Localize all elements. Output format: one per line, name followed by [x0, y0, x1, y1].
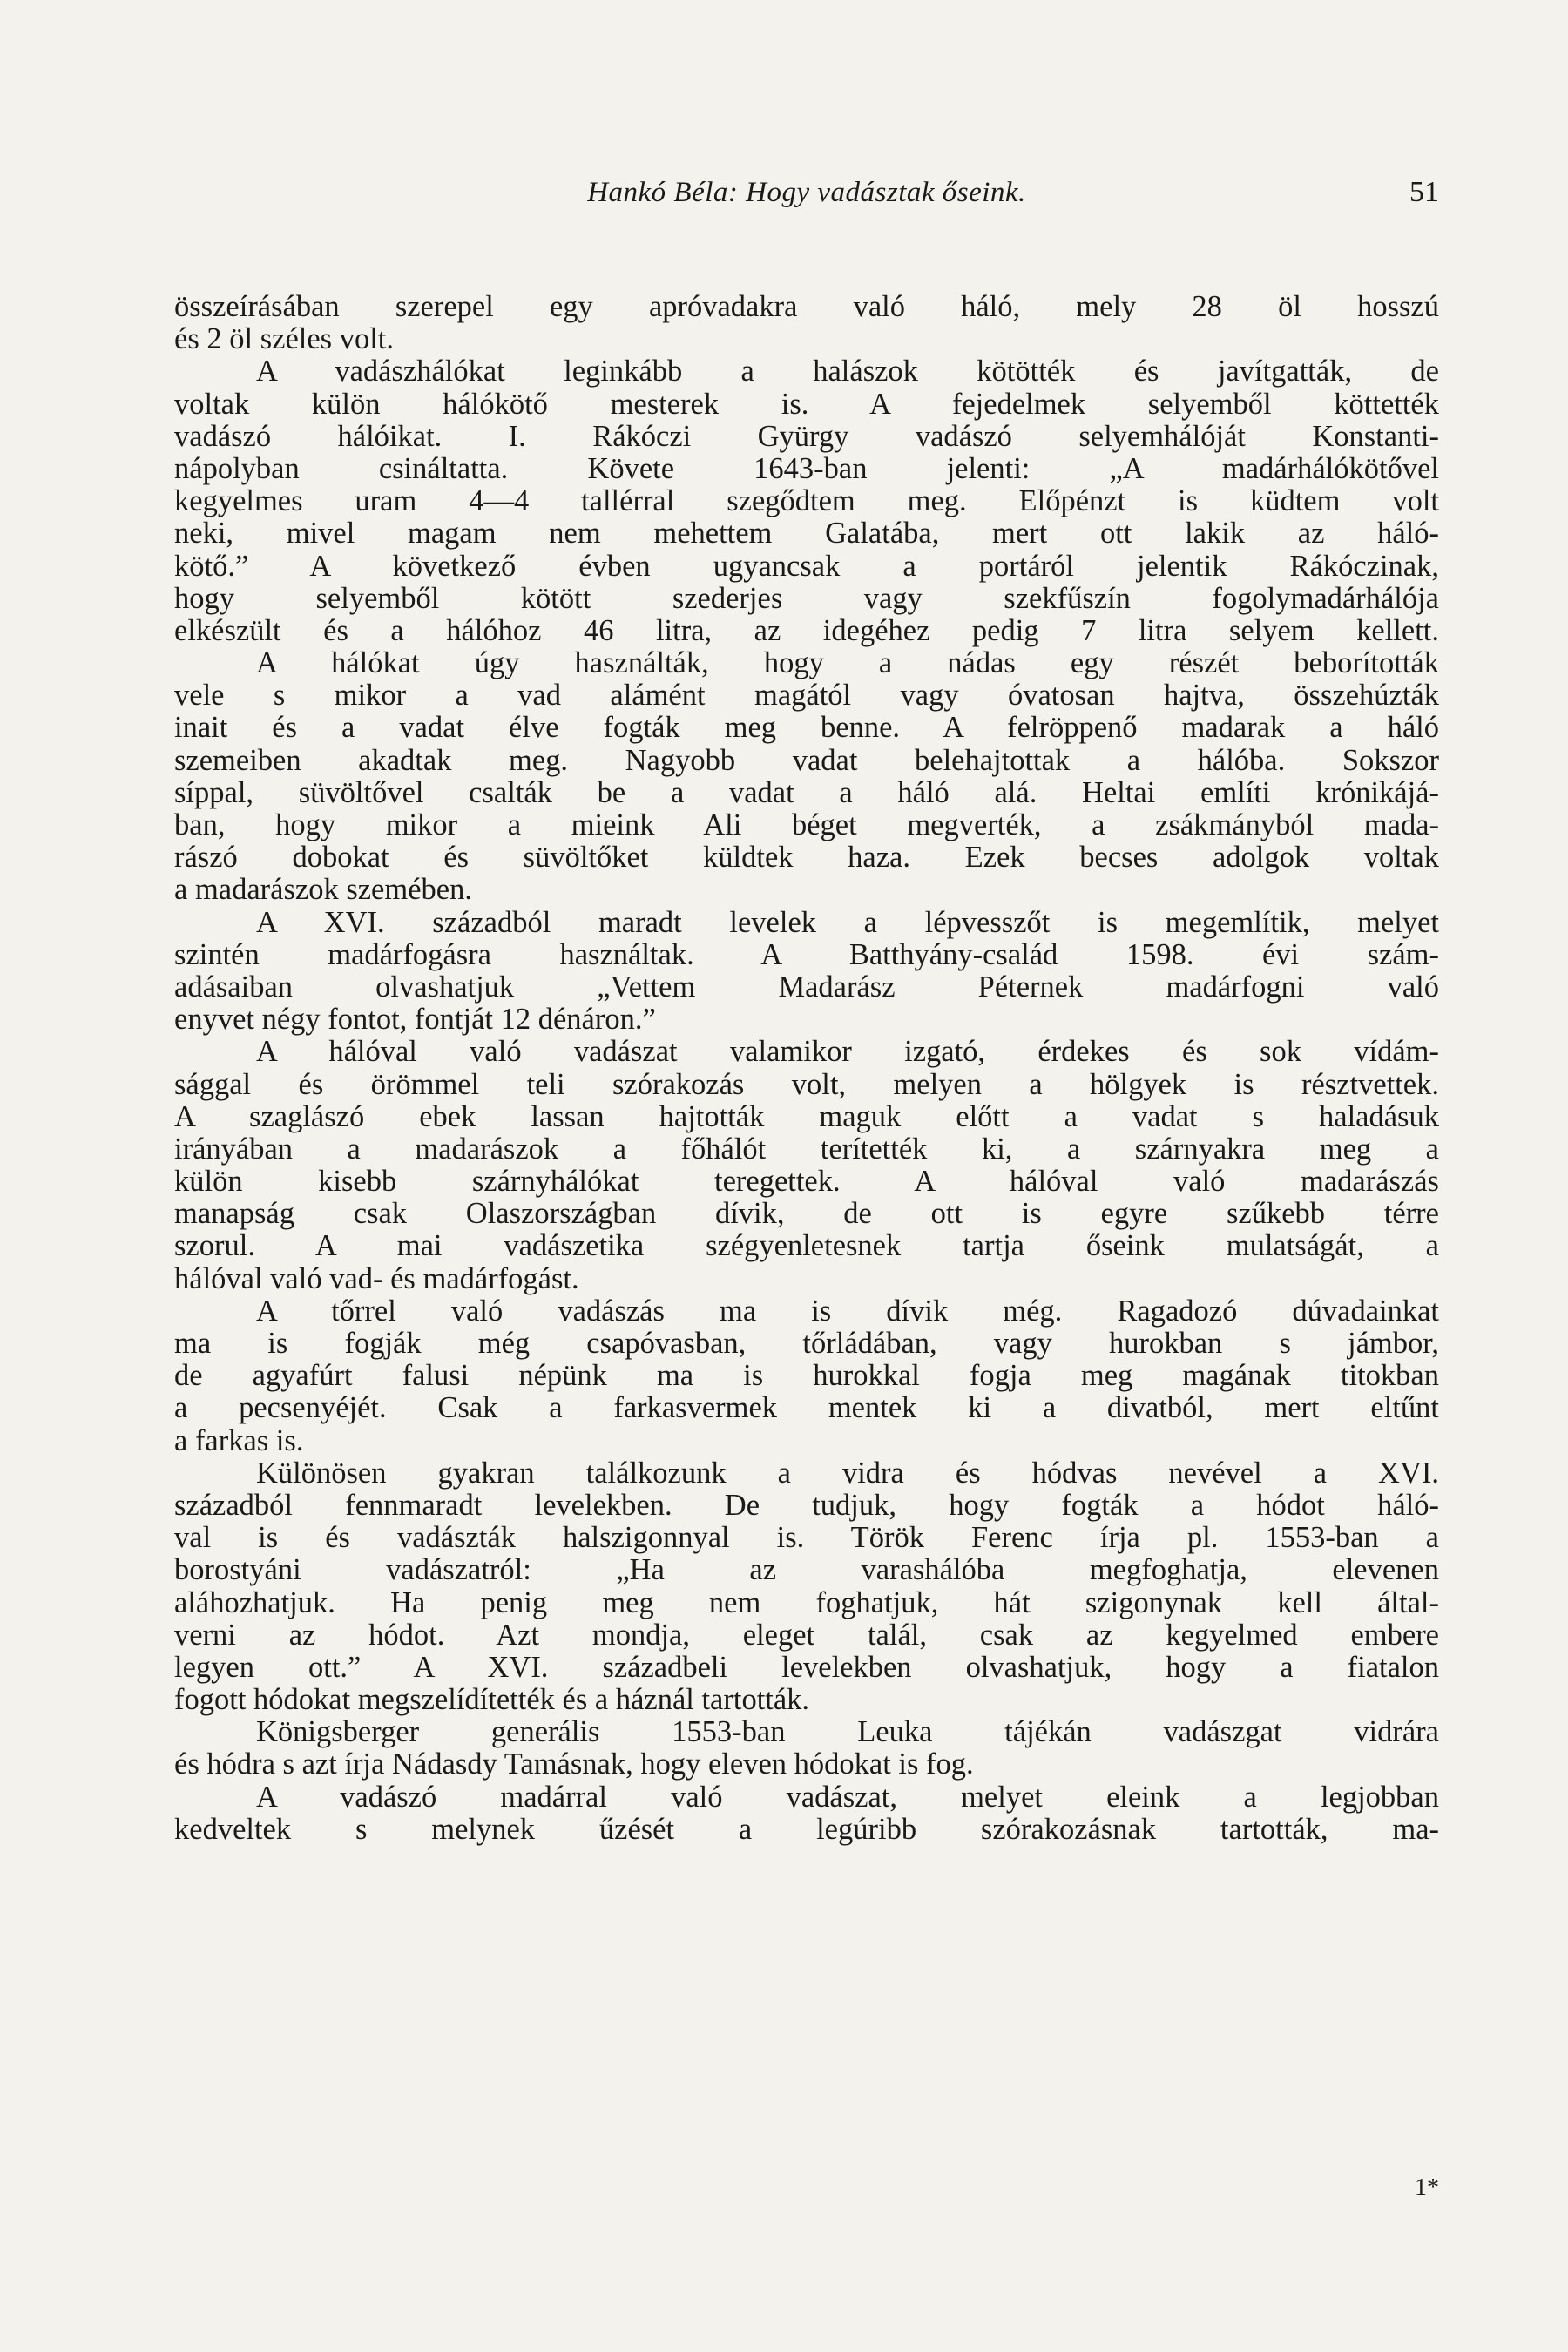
text-line: ma is fogják még csapóvasban, tőrládában, vagy hurokban s jámbor, [174, 1327, 1439, 1360]
text-line: külön kisebb szárnyhálókat teregettek. A hálóval való madarászás [174, 1165, 1439, 1199]
text-line: val is és vadászták halszigonnyal is. Török Ferenc írja pl. 1553-ban a [174, 1521, 1439, 1555]
text-line: kedveltek s melynek űzését a legúribb szórakozásnak tartották, ma- [174, 1812, 1439, 1846]
text-line: manapság csak Olaszországban dívik, de ott is egyre szűkebb térre [174, 1197, 1439, 1231]
text-line: szintén madárfogásra használtak. A Batthyány-család 1598. évi szám- [174, 937, 1439, 971]
text-line: A vadászó madárral való vadászat, melyet eleink a legjobban [256, 1780, 1439, 1814]
text-line: Különösen gyakran találkozunk a vidra és hódvas nevével a XVI. [256, 1456, 1439, 1490]
text-line: neki, mivel magam nem mehettem Galatába, mert ott lakik az háló- [174, 517, 1439, 551]
text-line: a farkas is. [174, 1423, 304, 1457]
text-line: Königsberger generális 1553-ban Leuka tájékán vadászgat vidrára [256, 1715, 1439, 1749]
text-line: A vadászhálókat leginkább a halászok kötötték és javítgatták, de [256, 355, 1439, 389]
text-line: síppal, süvöltővel csalták be a vadat a háló alá. Heltai említi krónikájá- [174, 775, 1439, 809]
text-line: A tőrrel való vadászás ma is dívik még. Ragadozó dúvadainkat [256, 1294, 1439, 1328]
text-line: ban, hogy mikor a mieink Ali béget megverték, a zsákmányból mada- [174, 808, 1439, 841]
text-line: sággal és örömmel teli szórakozás volt, melyen a hölgyek is résztvettek. [174, 1067, 1439, 1101]
running-head [174, 171, 1439, 214]
text-line: adásaiban olvashatjuk „Vettem Madarász Péternek madárfogni való [174, 970, 1439, 1004]
text-line: kötő.” A következő évben ugyancsak a portáról jelentik Rákóczinak, [174, 549, 1439, 583]
text-line: borostyáni vadászatról: „Ha az varashálóba megfoghatja, elevenen [174, 1553, 1439, 1587]
text-line: a madarászok szemében. [174, 873, 472, 907]
text-line: nápolyban csináltatta. Követe 1643-ban jelenti: „A madárhálókötővel [174, 451, 1439, 485]
text-line: A hálóval való vadászat valamikor izgató, érdekes és sok vídám- [256, 1035, 1439, 1069]
text-line: fogott hódokat megszelídítették és a háznál tartották. [174, 1683, 810, 1717]
text-line: hogy selyemből kötött szederjes vagy szekfűszín fogolymadárhálója [174, 581, 1439, 615]
text-line: és hódra s azt írja Nádasdy Tamásnak, hogy eleven hódokat is fog. [174, 1747, 974, 1781]
text-line: szemeiben akadtak meg. Nagyobb vadat belehajtottak a hálóba. Sokszor [174, 743, 1439, 777]
text-line: rászó dobokat és süvöltőket küldtek haza. Ezek becses adolgok voltak [174, 841, 1439, 875]
text-line: A hálókat úgy használták, hogy a nádas egy részét beborították [256, 646, 1439, 680]
text-line: és 2 öl széles volt. [174, 322, 394, 356]
text-line: kegyelmes uram 4—4 tallérral szegődtem meg. Előpénzt is küdtem volt [174, 484, 1439, 518]
text-line: voltak külön hálókötő mesterek is. A fejedelmek selyemből köttették [174, 387, 1439, 421]
text-line: inait és a vadat élve fogták meg benne. A felröppenő madarak a háló [174, 711, 1439, 745]
text-line: aláhozhatjuk. Ha penig meg nem foghatjuk, hát szigonynak kell által- [174, 1585, 1439, 1619]
text-line: századból fennmaradt levelekben. De tudjuk, hogy fogták a hódot háló- [174, 1488, 1439, 1522]
signature-mark: 1* [1415, 2174, 1439, 2201]
text-line: irányában a madarászok a főhálót terítették ki, a szárnyakra meg a [174, 1132, 1439, 1166]
text-line: vadászó hálóikat. I. Rákóczi Gyürgy vadászó selyemhálóját Konstanti- [174, 419, 1439, 453]
running-title: Hankó Béla: Hogy vadásztak őseink. [587, 177, 1026, 208]
body-text [174, 291, 1439, 1846]
text-line: A XVI. századból maradt levelek a lépvesszőt is megemlítik, melyet [256, 905, 1439, 939]
text-line: enyvet négy fontot, fontját 12 dénáron.” [174, 1003, 656, 1037]
text-line: vele s mikor a vad alámént magától vagy óvatosan hajtva, összehúzták [174, 679, 1439, 713]
text-line: legyen ott.” A XVI. századbeli levelekben olvashatjuk, hogy a fiatalon [174, 1650, 1439, 1684]
text-line: A szaglászó ebek lassan hajtották maguk előtt a vadat s haladásuk [174, 1099, 1439, 1133]
text-line: elkészült és a hálóhoz 46 litra, az idegéhez pedig 7 litra selyem kellett. [174, 613, 1439, 647]
page-number: 51 [1409, 176, 1439, 208]
text-line: összeírásában szerepel egy apróvadakra való háló, mely 28 öl hosszú [174, 290, 1439, 323]
text-line: a pecsenyéjét. Csak a farkasvermek mentek ki a divatból, mert eltűnt [174, 1391, 1439, 1425]
text-line: szorul. A mai vadászetika szégyenletesnek tartja őseink mulatságát, a [174, 1229, 1439, 1263]
text-line: verni az hódot. Azt mondja, eleget talál, csak az kegyelmed embere [174, 1618, 1439, 1652]
text-line: hálóval való vad- és madárfogást. [174, 1261, 579, 1295]
text-line: de agyafúrt falusi népünk ma is hurokkal fogja meg magának titokban [174, 1359, 1439, 1393]
